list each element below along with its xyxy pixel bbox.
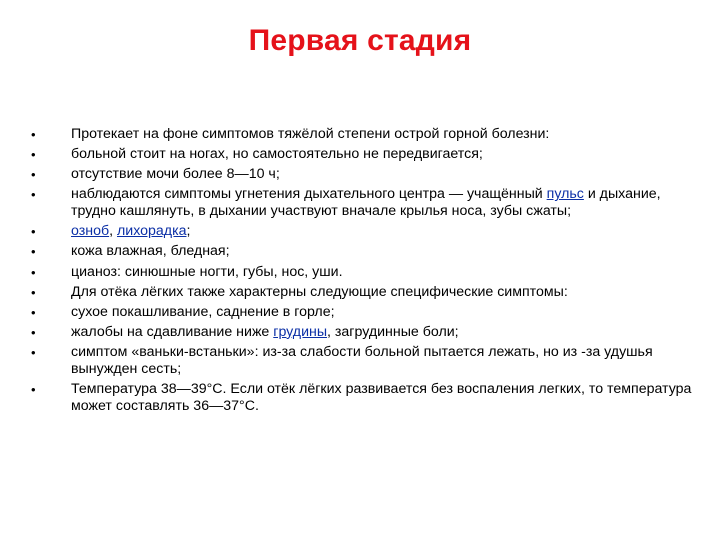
list-item — [30, 223, 702, 240]
bullet-icon: • — [31, 382, 36, 398]
item-text: сухое покашливание, саднение в горле; — [71, 303, 335, 320]
fever-link[interactable]: лихорадка — [116, 223, 187, 240]
item-text: ; — [186, 223, 191, 240]
item-text: , загрудинные боли; — [327, 323, 459, 340]
bullet-icon: • — [31, 127, 36, 142]
item-text: больной стоит на ногах, но самостоятельно не передвигается; — [71, 146, 483, 163]
item-text: Для отёка лёгких также характерны следующие специфические симптомы: — [71, 283, 568, 300]
list-item — [30, 126, 702, 143]
list-item — [30, 243, 702, 260]
item-text: Протекает на фоне симптомов тяжёлой степени острой горной болезни: — [71, 126, 550, 142]
bullet-icon: • — [31, 284, 36, 300]
bullet-list — [30, 126, 702, 418]
item-text: симптом «ваньки-встаньки»: из-за слабости больной пытается лежать, но из -за удушья вынужден сесть; — [71, 343, 653, 377]
bullet-icon: • — [31, 244, 36, 260]
list-item — [30, 264, 702, 281]
sternum-link[interactable]: грудины — [273, 323, 328, 340]
item-text: и дыхание, трудно кашлянуть, в дыхании участвуют вначале крылья носа, зубы сжаты; — [71, 186, 661, 220]
bullet-icon: • — [31, 344, 36, 360]
bullet-icon: • — [31, 147, 36, 163]
list-item — [30, 166, 702, 183]
list-item — [30, 381, 702, 415]
bullet-icon: • — [31, 304, 36, 320]
bullet-icon: • — [31, 167, 36, 183]
item-text: отсутствие мочи более 8—10 ч; — [71, 166, 280, 183]
pulse-link[interactable]: пульс — [546, 186, 584, 203]
bullet-icon: • — [31, 264, 36, 280]
list-item — [30, 324, 702, 341]
list-item — [30, 284, 702, 301]
item-text: наблюдаются симптомы угнетения дыхательного центра — учащённый — [71, 186, 547, 203]
item-text: цианоз: синюшные ногти, губы, нос, уши. — [71, 263, 343, 280]
list-item — [30, 344, 702, 378]
chills-link[interactable]: озноб — [71, 223, 110, 240]
bullet-icon: • — [31, 187, 36, 203]
item-text: кожа влажная, бледная; — [71, 243, 230, 260]
list-item — [30, 304, 702, 321]
bullet-icon: • — [31, 324, 36, 340]
list-item — [30, 186, 702, 220]
item-text: Температура 38—39°С. Если отёк лёгких развивается без воспаления легких, то температура может составлять 36—37°С. — [71, 381, 692, 415]
item-separator: , — [109, 223, 117, 240]
slide-title: Первая стадия — [248, 24, 472, 57]
bullet-icon: • — [31, 224, 36, 240]
list-item — [30, 146, 702, 163]
item-text: жалобы на сдавливание ниже — [71, 323, 274, 340]
